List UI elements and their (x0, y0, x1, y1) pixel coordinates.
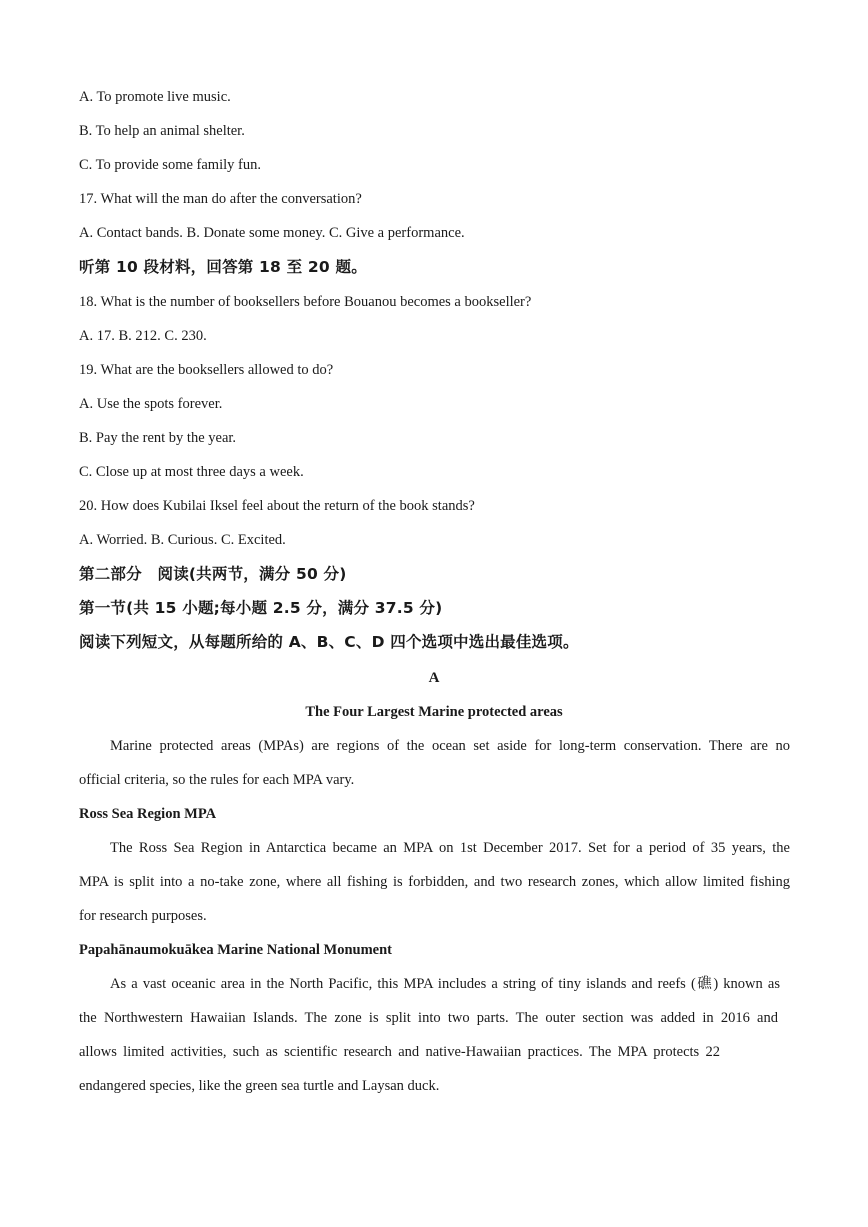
q20-options: A. Worried. B. Curious. C. Excited. (79, 532, 286, 548)
ross-line-1: The Ross Sea Region in Antarctica became an MPA on 1st December 2017. Set for a period of 35 years, the (110, 840, 790, 856)
q17-question: 17. What will the man do after the conversation? (79, 191, 362, 207)
ross-line-3: for research purposes. (79, 908, 207, 924)
q16-option-b: B. To help an animal shelter. (79, 123, 245, 139)
papahanaumokuakea-line-3: allows limited activities, such as scientific research and native-Hawaiian practices. The MPA protects 22 (79, 1044, 720, 1060)
q16-option-c: C. To provide some family fun. (79, 157, 261, 173)
part2-heading: 第二部分 阅读(共两节，满分 50 分) (79, 565, 347, 583)
papahanaumokuakea-line-4: endangered species, like the green sea turtle and Laysan duck. (79, 1078, 440, 1094)
q20-question: 20. How does Kubilai Iksel feel about the return of the book stands? (79, 498, 475, 514)
passage-letter: A (428, 670, 440, 686)
q17-options: A. Contact bands. B. Donate some money. C. Give a performance. (79, 225, 465, 241)
papahanaumokuakea-heading: Papahānaumokuākea Marine National Monument (79, 942, 392, 958)
papahanaumokuakea-line-2: the Northwestern Hawaiian Islands. The zone is split into two parts. The outer section was added in 2016 and (79, 1010, 778, 1026)
q19-option-a: A. Use the spots forever. (79, 396, 223, 412)
section1-heading: 第一节(共 15 小题;每小题 2.5 分，满分 37.5 分) (79, 599, 443, 617)
ross-heading: Ross Sea Region MPA (79, 806, 217, 822)
q19-option-c: C. Close up at most three days a week. (79, 464, 304, 480)
q19-question: 19. What are the booksellers allowed to do? (79, 362, 334, 378)
ross-line-2: MPA is split into a no-take zone, where all fishing is forbidden, and two research zones, which allow limited fishing (79, 874, 790, 890)
passage-title: The Four Largest Marine protected areas (305, 704, 563, 720)
intro-line-1: Marine protected areas (MPAs) are regions of the ocean set aside for long-term conservation. There are no (110, 738, 790, 754)
q18-options: A. 17. B. 212. C. 230. (79, 328, 207, 344)
reading-instructions: 阅读下列短文，从每题所给的 A、B、C、D 四个选项中选出最佳选项。 (79, 633, 579, 651)
q18-question: 18. What is the number of booksellers before Bouanou becomes a bookseller? (79, 294, 532, 310)
section-10-heading: 听第 10 段材料，回答第 18 至 20 题。 (79, 258, 367, 276)
q16-option-a: A. To promote live music. (79, 89, 231, 105)
papahanaumokuakea-line-1: As a vast oceanic area in the North Pacific, this MPA includes a string of tiny islands and reefs (礁) known as (110, 976, 780, 992)
intro-line-2: official criteria, so the rules for each MPA vary. (79, 772, 355, 788)
q19-option-b: B. Pay the rent by the year. (79, 430, 237, 446)
